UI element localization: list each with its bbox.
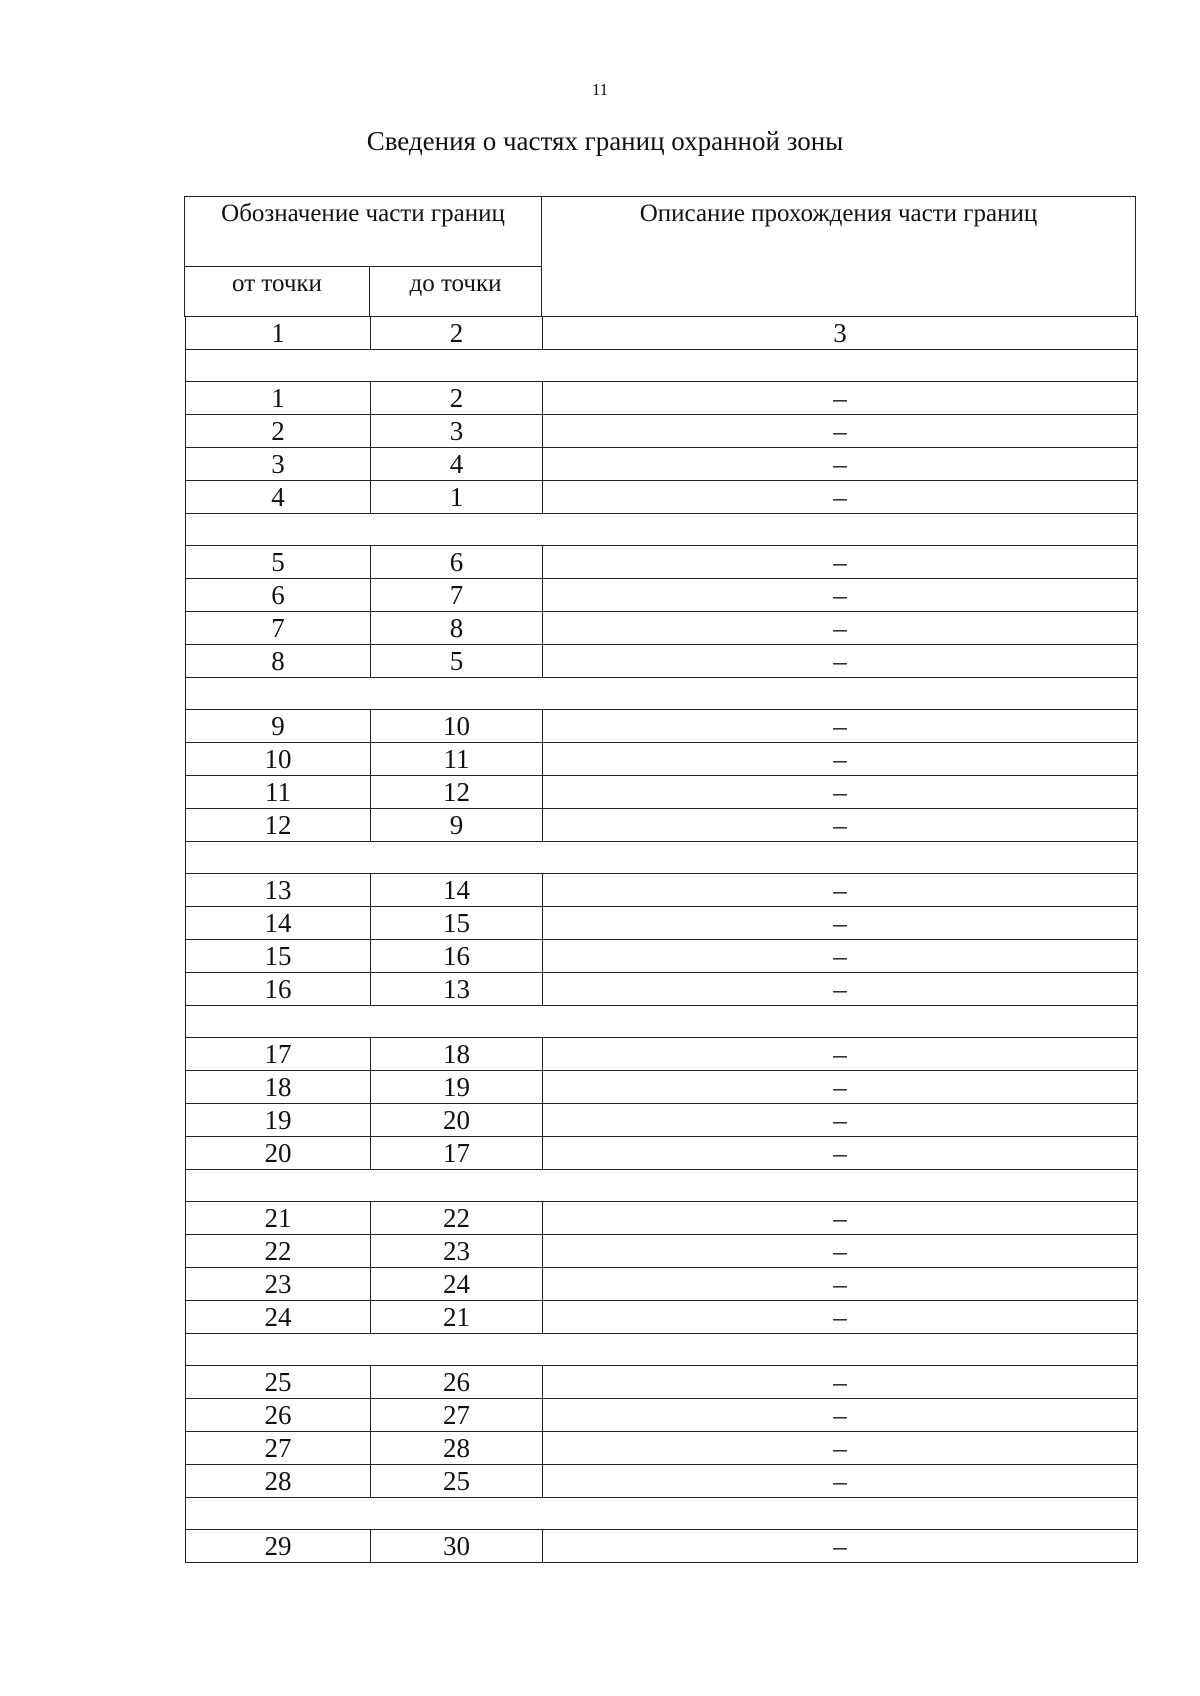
group-separator-row xyxy=(186,514,1138,546)
group-separator-row xyxy=(186,842,1138,874)
from-point-cell: 12 xyxy=(186,809,371,842)
description-cell: – xyxy=(543,546,1138,579)
table-row xyxy=(186,645,1138,678)
table-row xyxy=(186,382,1138,415)
group-separator-row xyxy=(186,678,1138,710)
description-cell: – xyxy=(543,776,1138,809)
description-cell: – xyxy=(543,973,1138,1006)
table-row xyxy=(186,776,1138,809)
from-point-cell: 6 xyxy=(186,579,371,612)
table-row xyxy=(186,1104,1138,1137)
to-point-cell: 27 xyxy=(371,1399,543,1432)
group-separator-cell xyxy=(186,1006,1138,1038)
table-row xyxy=(186,1530,1138,1563)
from-point-cell: 24 xyxy=(186,1301,371,1334)
to-point-cell: 4 xyxy=(371,448,543,481)
description-cell: – xyxy=(543,1202,1138,1235)
group-separator-row xyxy=(186,1498,1138,1530)
document-title: Сведения о частях границ охранной зоны xyxy=(366,126,844,156)
to-point-cell: 6 xyxy=(371,546,543,579)
column-numbers-row xyxy=(186,317,1138,350)
description-cell: – xyxy=(543,907,1138,940)
description-cell: – xyxy=(543,645,1138,678)
to-point-cell: 2 xyxy=(371,382,543,415)
table-row xyxy=(186,546,1138,579)
to-point-cell: 13 xyxy=(371,973,543,1006)
group-separator-row xyxy=(186,1006,1138,1038)
from-point-cell: 3 xyxy=(186,448,371,481)
table-row xyxy=(186,612,1138,645)
description-cell: – xyxy=(543,481,1138,514)
to-point-cell: 8 xyxy=(371,612,543,645)
table-row xyxy=(186,415,1138,448)
from-point-cell: 11 xyxy=(186,776,371,809)
from-point-cell: 20 xyxy=(186,1137,371,1170)
group-separator-row xyxy=(186,1334,1138,1366)
description-cell: – xyxy=(543,1399,1138,1432)
group-separator-cell xyxy=(186,1498,1138,1530)
from-point-cell: 9 xyxy=(186,710,371,743)
table-row xyxy=(186,710,1138,743)
to-point-cell: 3 xyxy=(371,415,543,448)
from-point-cell: 18 xyxy=(186,1071,371,1104)
from-point-cell: 8 xyxy=(186,645,371,678)
description-cell: – xyxy=(543,448,1138,481)
group-separator-cell xyxy=(186,842,1138,874)
description-cell: – xyxy=(543,1071,1138,1104)
table-row xyxy=(186,1268,1138,1301)
column-number-cell: 2 xyxy=(371,317,543,350)
column-number-cell: 3 xyxy=(543,317,1138,350)
table-row xyxy=(186,973,1138,1006)
to-point-cell: 26 xyxy=(371,1366,543,1399)
description-cell: – xyxy=(543,1530,1138,1563)
to-point-cell: 21 xyxy=(371,1301,543,1334)
column-number-cell: 1 xyxy=(186,317,371,350)
table-row xyxy=(186,1432,1138,1465)
header-boundary-part-designation: Обозначение части границ xyxy=(185,197,542,267)
to-point-cell: 18 xyxy=(371,1038,543,1071)
description-cell: – xyxy=(543,809,1138,842)
to-point-cell: 14 xyxy=(371,874,543,907)
from-point-cell: 22 xyxy=(186,1235,371,1268)
table-row xyxy=(186,1465,1138,1498)
table-row xyxy=(186,1301,1138,1334)
table-row xyxy=(186,940,1138,973)
to-point-cell: 12 xyxy=(371,776,543,809)
to-point-cell: 23 xyxy=(371,1235,543,1268)
from-point-cell: 19 xyxy=(186,1104,371,1137)
table-row xyxy=(186,743,1138,776)
table-row xyxy=(186,481,1138,514)
group-separator-cell xyxy=(186,1170,1138,1202)
to-point-cell: 15 xyxy=(371,907,543,940)
to-point-cell: 9 xyxy=(371,809,543,842)
from-point-cell: 16 xyxy=(186,973,371,1006)
to-point-cell: 1 xyxy=(371,481,543,514)
description-cell: – xyxy=(543,1038,1138,1071)
description-cell: – xyxy=(543,1137,1138,1170)
from-point-cell: 23 xyxy=(186,1268,371,1301)
group-separator-cell xyxy=(186,1334,1138,1366)
header-boundary-part-description: Описание прохождения части границ xyxy=(542,197,1136,317)
boundary-table xyxy=(185,316,1138,1563)
group-separator-row xyxy=(186,350,1138,382)
from-point-cell: 21 xyxy=(186,1202,371,1235)
table-row xyxy=(186,579,1138,612)
from-point-cell: 27 xyxy=(186,1432,371,1465)
table-row xyxy=(186,1202,1138,1235)
description-cell: – xyxy=(543,1465,1138,1498)
description-cell: – xyxy=(543,382,1138,415)
from-point-cell: 26 xyxy=(186,1399,371,1432)
to-point-cell: 20 xyxy=(371,1104,543,1137)
to-point-cell: 16 xyxy=(371,940,543,973)
header-to-point: до точки xyxy=(370,267,542,317)
from-point-cell: 17 xyxy=(186,1038,371,1071)
table-row xyxy=(186,448,1138,481)
group-separator-row xyxy=(186,1170,1138,1202)
from-point-cell: 25 xyxy=(186,1366,371,1399)
from-point-cell: 5 xyxy=(186,546,371,579)
group-separator-cell xyxy=(186,514,1138,546)
from-point-cell: 10 xyxy=(186,743,371,776)
to-point-cell: 30 xyxy=(371,1530,543,1563)
from-point-cell: 7 xyxy=(186,612,371,645)
table-row xyxy=(186,1399,1138,1432)
from-point-cell: 28 xyxy=(186,1465,371,1498)
from-point-cell: 14 xyxy=(186,907,371,940)
table-row xyxy=(186,1137,1138,1170)
from-point-cell: 2 xyxy=(186,415,371,448)
description-cell: – xyxy=(543,415,1138,448)
description-cell: – xyxy=(543,1235,1138,1268)
from-point-cell: 4 xyxy=(186,481,371,514)
from-point-cell: 15 xyxy=(186,940,371,973)
table-row xyxy=(186,907,1138,940)
description-cell: – xyxy=(543,743,1138,776)
boundary-table-header xyxy=(184,196,1136,317)
group-separator-cell xyxy=(186,350,1138,382)
table-row xyxy=(186,1071,1138,1104)
description-cell: – xyxy=(543,710,1138,743)
table-row xyxy=(186,874,1138,907)
from-point-cell: 1 xyxy=(186,382,371,415)
group-separator-cell xyxy=(186,678,1138,710)
description-cell: – xyxy=(543,1104,1138,1137)
to-point-cell: 5 xyxy=(371,645,543,678)
to-point-cell: 11 xyxy=(371,743,543,776)
description-cell: – xyxy=(543,1268,1138,1301)
table-row xyxy=(186,1235,1138,1268)
to-point-cell: 25 xyxy=(371,1465,543,1498)
boundary-table-body xyxy=(186,317,1138,1563)
to-point-cell: 24 xyxy=(371,1268,543,1301)
description-cell: – xyxy=(543,579,1138,612)
to-point-cell: 28 xyxy=(371,1432,543,1465)
table-row xyxy=(186,809,1138,842)
from-point-cell: 29 xyxy=(186,1530,371,1563)
description-cell: – xyxy=(543,874,1138,907)
table-row xyxy=(186,1366,1138,1399)
to-point-cell: 19 xyxy=(371,1071,543,1104)
to-point-cell: 7 xyxy=(371,579,543,612)
table-row xyxy=(186,1038,1138,1071)
header-from-point: от точки xyxy=(185,267,370,317)
from-point-cell: 13 xyxy=(186,874,371,907)
page-number: 11 xyxy=(591,80,609,99)
to-point-cell: 17 xyxy=(371,1137,543,1170)
description-cell: – xyxy=(543,1301,1138,1334)
to-point-cell: 10 xyxy=(371,710,543,743)
description-cell: – xyxy=(543,940,1138,973)
description-cell: – xyxy=(543,1432,1138,1465)
to-point-cell: 22 xyxy=(371,1202,543,1235)
description-cell: – xyxy=(543,1366,1138,1399)
description-cell: – xyxy=(543,612,1138,645)
